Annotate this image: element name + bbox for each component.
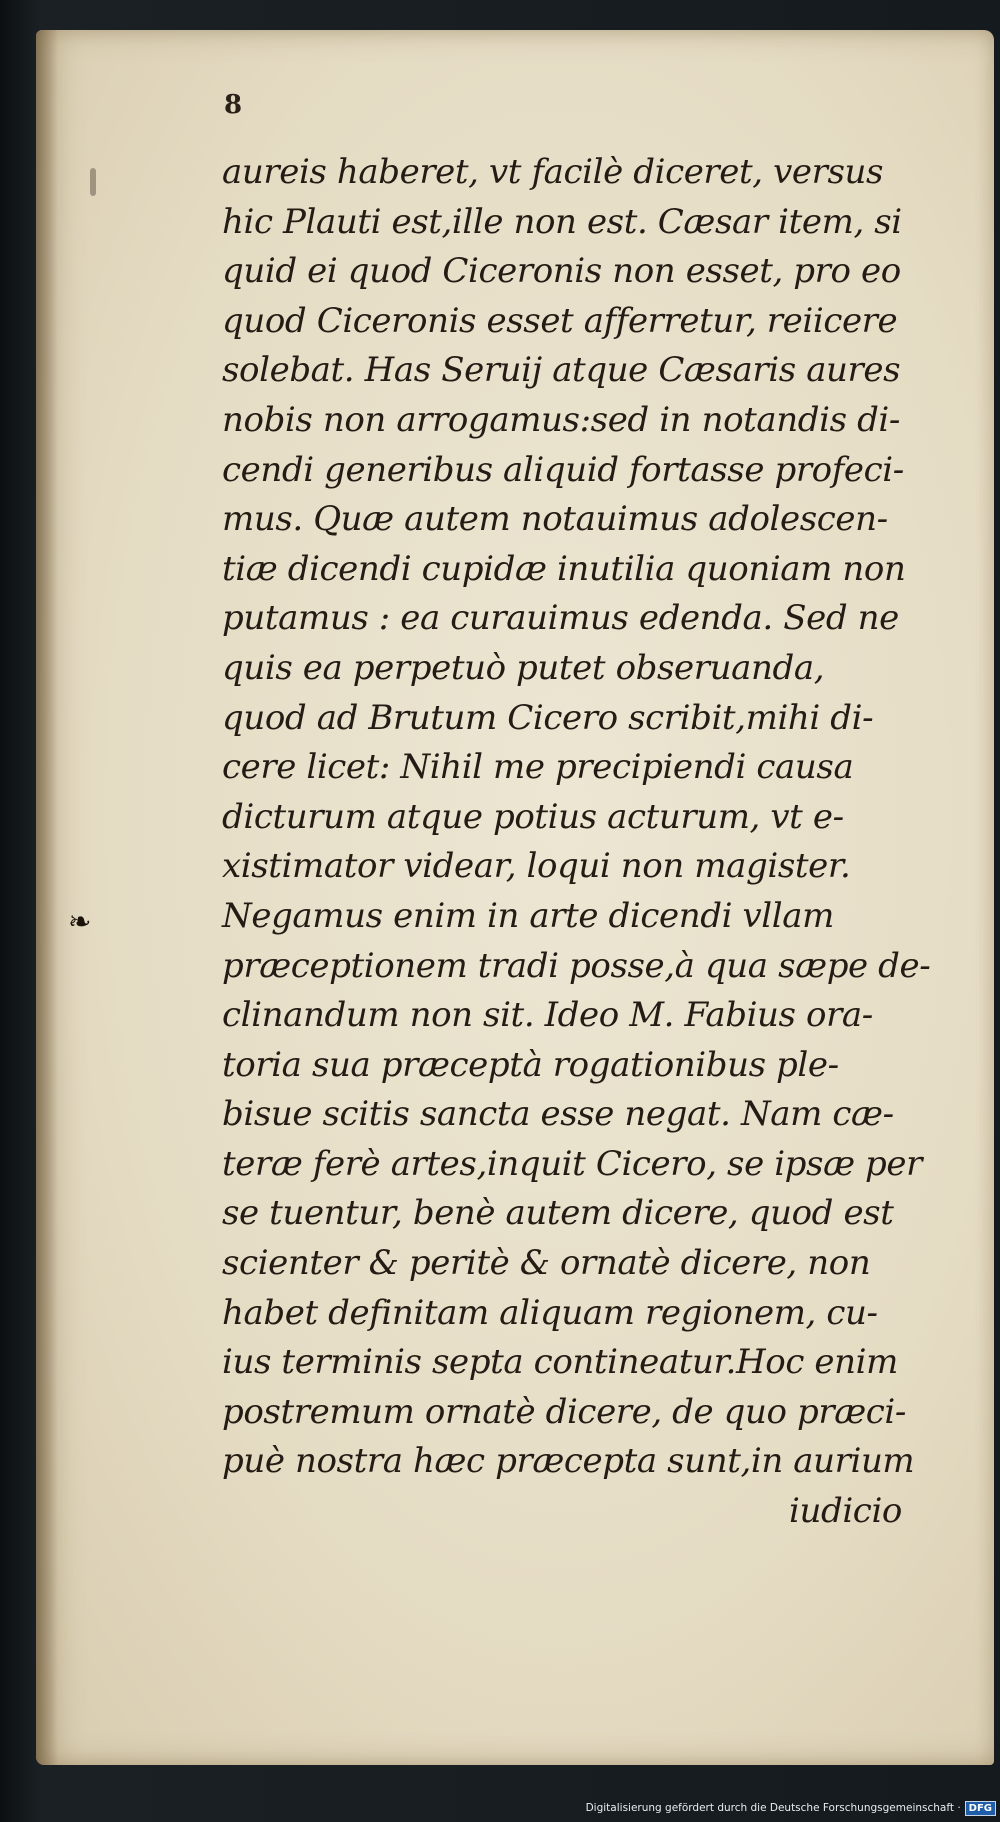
page-gutter-shadow bbox=[36, 30, 58, 1765]
text-line: puè nostra hæc præcepta sunt,in aurium bbox=[222, 1441, 915, 1482]
text-line: Negamus enim in arte dicendi vllam bbox=[222, 895, 834, 936]
text-line: teræ ferè artes,inquit Cicero, se ipsæ per bbox=[222, 1143, 922, 1184]
text-line: dicturum atque potius acturum, vt e- bbox=[222, 796, 844, 837]
dfg-logo-icon: DFG bbox=[965, 1801, 996, 1816]
text-line: habet definitam aliquam regionem, cu- bbox=[222, 1292, 878, 1333]
text-line: quis ea perpetuò putet obseruanda, bbox=[222, 647, 825, 688]
text-line: xistimator videar, loqui non magister. bbox=[222, 846, 851, 887]
text-line: quod ad Brutum Cicero scribit,mihi di- bbox=[222, 697, 874, 738]
margin-mark bbox=[90, 168, 96, 196]
text-line: toria sua præceptà rogationibus ple- bbox=[222, 1044, 839, 1085]
funding-credit: Digitalisierung gefördert durch die Deutsche Forschungsgemeinschaft · bbox=[585, 1802, 961, 1814]
text-line: quod Ciceronis esset afferretur, reiicere bbox=[222, 300, 898, 341]
text-line: præceptionem tradi posse,à qua sæpe de- bbox=[222, 945, 931, 986]
text-line: solebat. Has Seruij atque Cæsaris aures bbox=[222, 350, 901, 391]
text-line: bisue scitis sancta esse negat. Nam cæ- bbox=[222, 1094, 894, 1135]
text-line: cere licet: Nihil me precipiendi causa bbox=[222, 747, 854, 788]
catchword: iudicio bbox=[789, 1491, 902, 1532]
page-text bbox=[222, 148, 931, 1537]
text-line: quid ei quod Ciceronis non esset, pro eo bbox=[222, 251, 901, 292]
text-line: ius terminis septa contineatur.Hoc enim bbox=[222, 1342, 898, 1383]
text-line: nobis non arrogamus:sed in notandis di- bbox=[222, 399, 900, 440]
text-line: scienter & peritè & ornatè dicere, non bbox=[222, 1243, 871, 1284]
ink-blot-icon: ❧ bbox=[68, 905, 92, 938]
digitization-footer bbox=[586, 1798, 996, 1818]
text-line: mus. Quæ autem notauimus adolescen- bbox=[222, 499, 888, 540]
text-line: se tuentur, benè autem dicere, quod est bbox=[222, 1193, 894, 1234]
text-line: hic Plauti est,ille non est. Cæsar item, si bbox=[222, 201, 902, 242]
text-line: aureis haberet, vt facilè diceret, versus bbox=[222, 152, 884, 192]
page-number: 8 bbox=[224, 90, 243, 120]
text-line: tiæ dicendi cupidæ inutilia quoniam non bbox=[222, 548, 906, 589]
text-line: putamus : ea curauimus edenda. Sed ne bbox=[222, 598, 899, 639]
text-line: clinandum non sit. Ideo M. Fabius ora- bbox=[222, 995, 873, 1036]
text-line: cendi generibus aliquid fortasse profeci- bbox=[222, 449, 904, 490]
text-line: postremum ornatè dicere, de quo præci- bbox=[222, 1391, 906, 1432]
